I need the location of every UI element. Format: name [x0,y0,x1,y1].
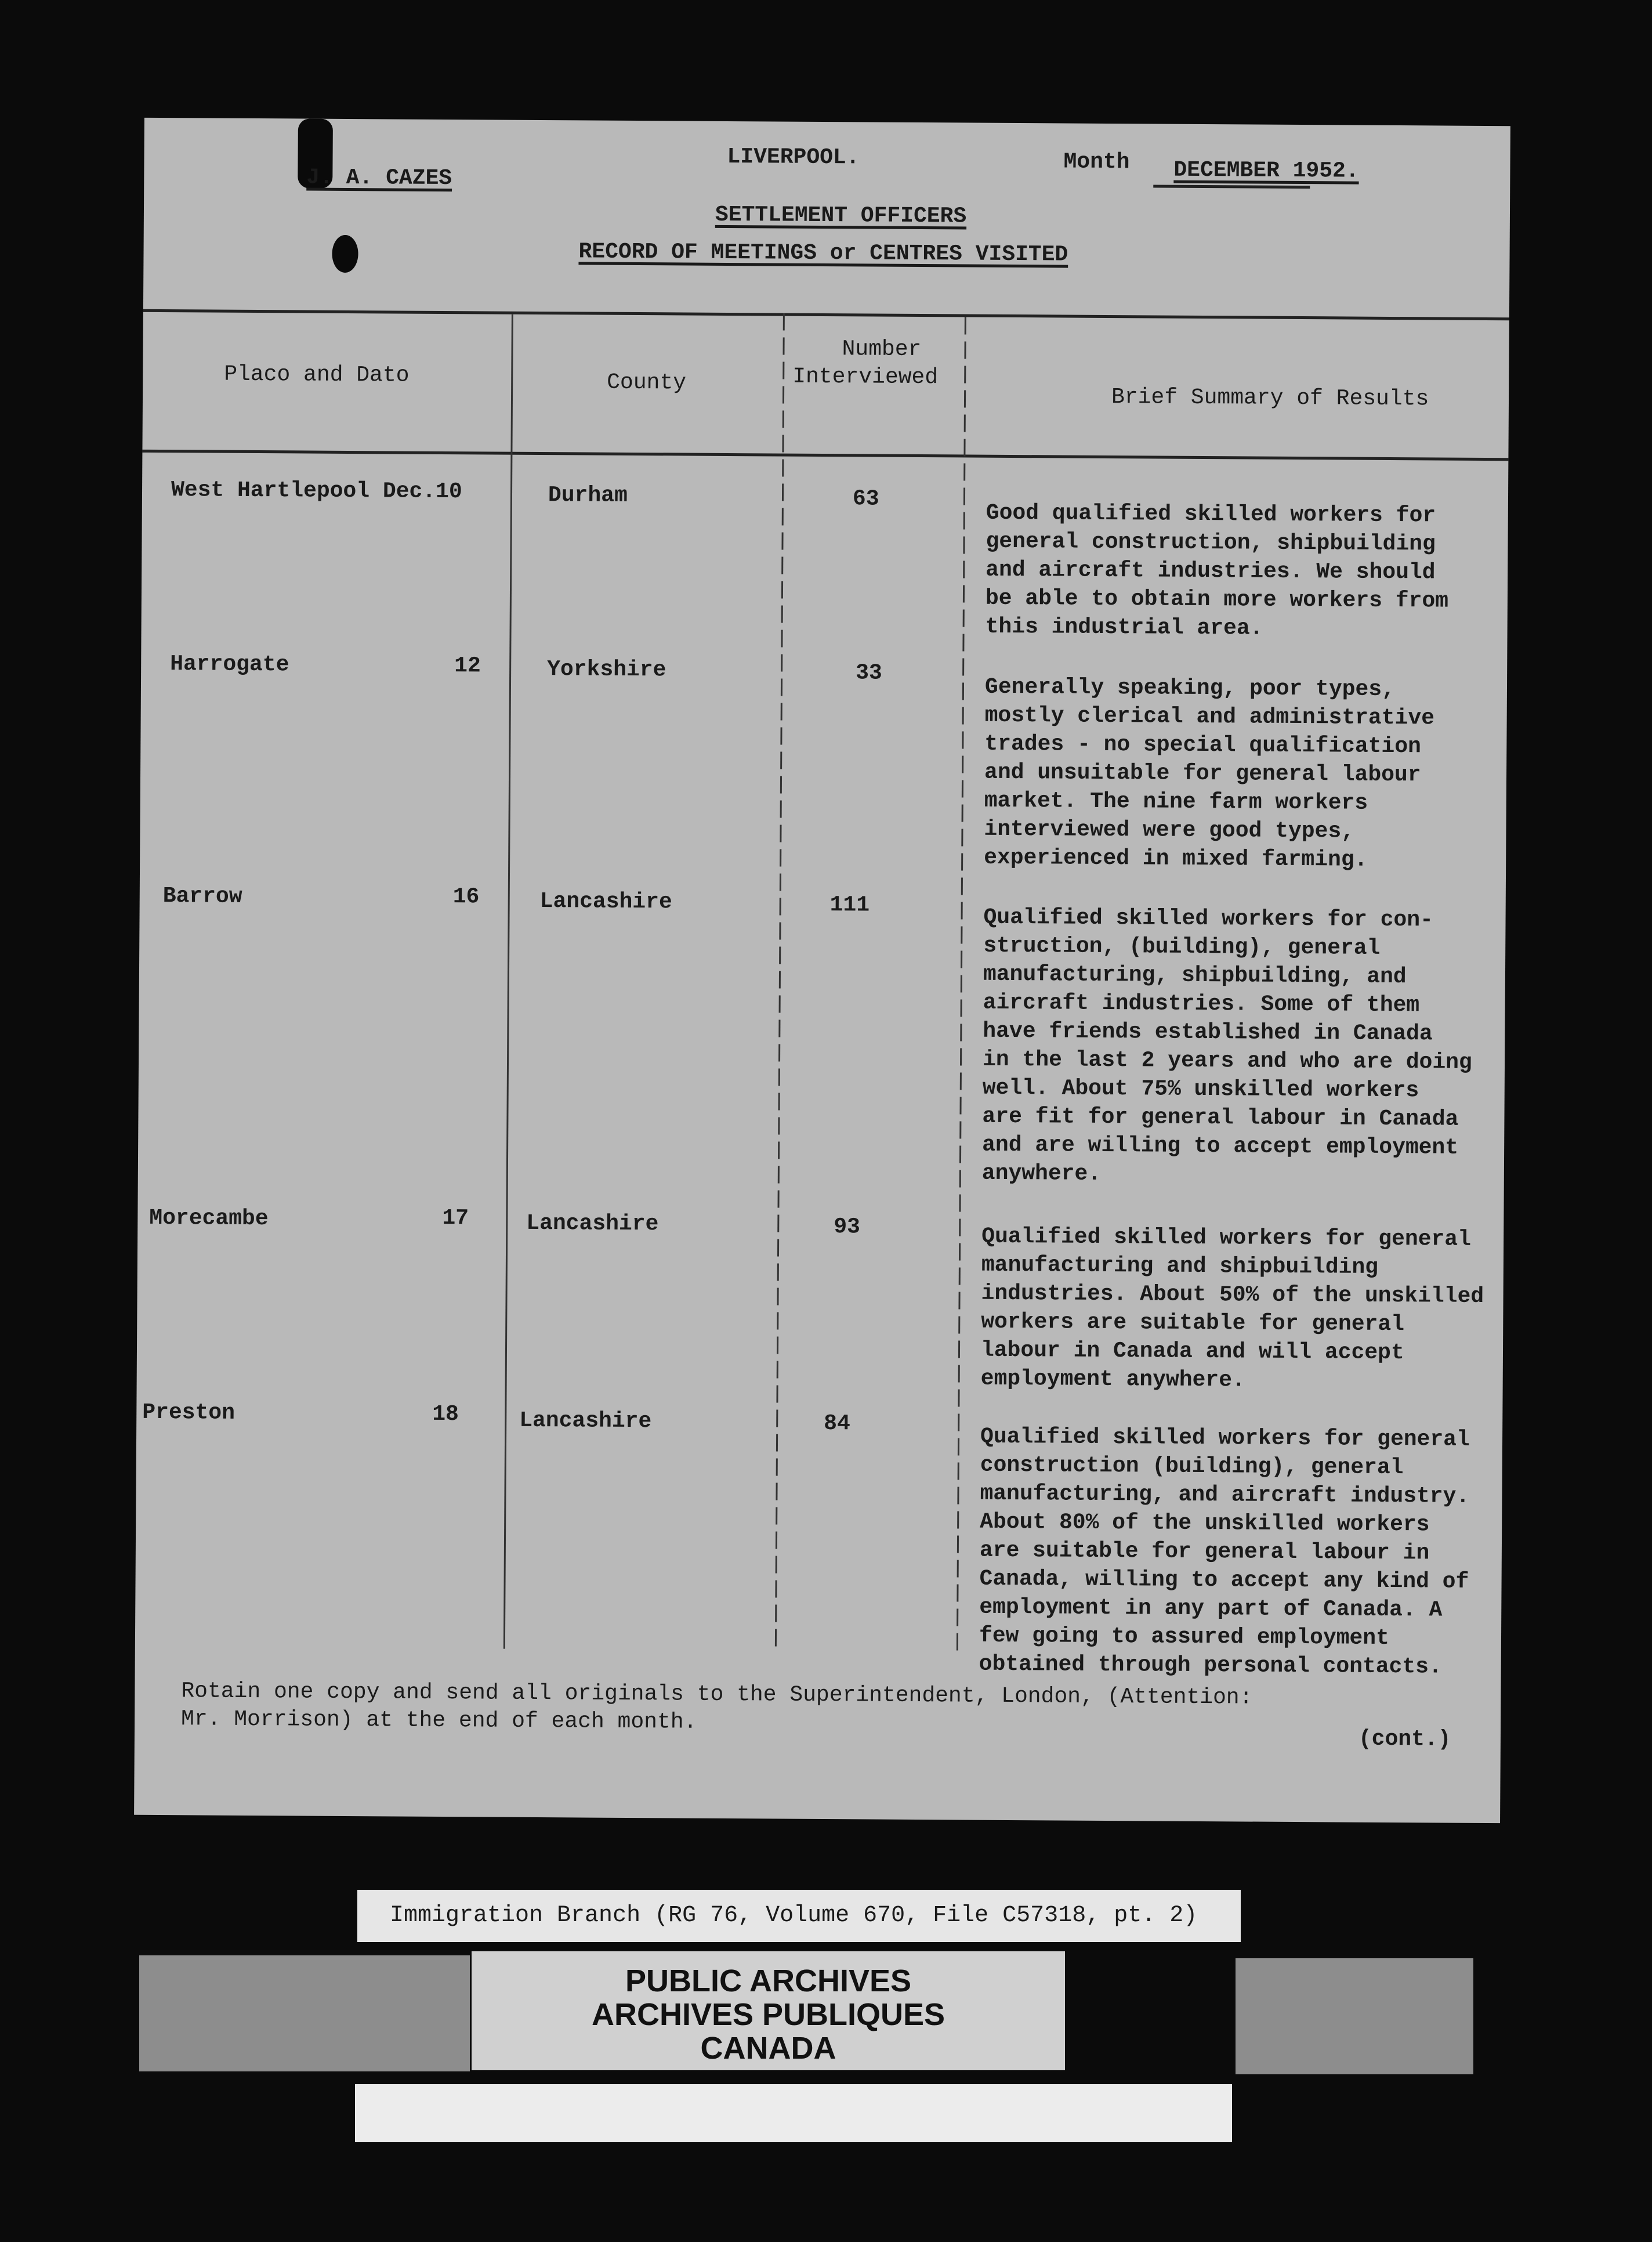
summary-line: be able to obtain more workers from [985,585,1449,614]
table-top-rule [143,309,1509,320]
row-county: Lancashire [519,1408,652,1434]
column-divider [775,313,785,1648]
month-label: Month [1063,149,1130,175]
summary-line: aircraft industries. Some of them [983,990,1420,1018]
summary-line: manufacturing, shipbuilding, and [983,961,1407,990]
row-number: 33 [856,660,882,686]
row-county: Yorkshire [547,657,666,683]
summary-line: market. The nine farm workers [984,788,1368,816]
film-tab-left [139,1955,470,2071]
stamp-line: ARCHIVES PUBLIQUES [591,1997,945,2032]
summary-line: labour in Canada and will accept [980,1337,1404,1366]
row-place: Preston [142,1400,236,1426]
summary-line: experienced in mixed farming. [984,845,1368,873]
officer-name: J. A. CAZES [306,165,452,191]
row-date: 12 [454,653,481,679]
row-summary [979,1423,1470,1682]
row-date: 17 [442,1206,469,1231]
summary-line: manufacturing, and aircraft industry. [980,1481,1470,1509]
summary-line: industries. About 50% of the unskilled [981,1281,1484,1309]
summary-line: Generally speaking, poor types, [984,674,1396,703]
blank-label-strip [355,2084,1232,2142]
row-number: 84 [824,1411,850,1437]
summary-line: employment anywhere. [980,1366,1245,1393]
summary-line: manufacturing and shipbuilding [981,1252,1379,1280]
header-summary: Brief Summary of Results [1111,385,1429,412]
summary-line: general construction, shipbuilding [986,529,1436,557]
row-summary [982,903,1473,1191]
city: LIVERPOOL. [727,144,860,171]
summary-line: obtained through personal contacts. [979,1651,1442,1680]
row-number: 63 [852,486,879,512]
row-county: Lancashire [539,889,672,915]
summary-line: Qualified skilled workers for con- [983,905,1434,933]
summary-line: Qualified skilled workers for general [981,1224,1472,1252]
continued-note: (cont.) [1358,1726,1451,1752]
row-place: West Hartlepool Dec.10 [171,478,462,505]
summary-line: are suitable for general labour in [979,1538,1430,1566]
row-place: Harrogate [170,652,289,678]
document-page [134,118,1510,1823]
summary-line: construction (building), general [980,1452,1404,1481]
summary-line: well. About 75% unskilled workers [982,1075,1419,1104]
month-underline [1153,185,1310,189]
header-place-date: Placo and Dato [224,361,410,388]
row-place: Morecambe [149,1205,269,1232]
row-number: 111 [829,892,870,918]
footer-instruction: Mr. Morrison) at the end of each month. [180,1706,697,1735]
archives-stamp [472,1951,1065,2070]
summary-line: this industrial area. [985,614,1263,641]
film-tab-right [1236,1958,1473,2074]
row-summary [981,1223,1484,1396]
summary-line: struction, (building), general [983,933,1381,961]
summary-line: and unsuitable for general labour [984,760,1421,788]
row-number: 93 [834,1214,861,1240]
header-number: Number [842,337,922,363]
column-divider [957,317,966,1651]
archive-reference: Immigration Branch (RG 76, Volume 670, File C57318, pt. 2) [390,1903,1198,1929]
row-place: Barrow [162,884,242,909]
summary-line: are fit for general labour in Canada [982,1104,1459,1132]
archive-reference-label [357,1890,1241,1942]
stamp-line: PUBLIC ARCHIVES [625,1963,912,1998]
stamp-line: CANADA [700,2031,836,2066]
form-subtitle: RECORD OF MEETINGS or CENTRES VISITED [578,239,1068,267]
summary-line: Good qualified skilled workers for [986,500,1436,529]
footer-instruction: Rotain one copy and send all originals to the Superintendent, London, (Attention: [181,1679,1253,1711]
row-county: Lancashire [526,1210,659,1237]
header-county: County [607,370,687,396]
month-value: DECEMBER 1952. [1173,157,1359,184]
summary-line: workers are suitable for general [981,1309,1405,1337]
summary-line: About 80% of the unskilled workers [980,1509,1430,1538]
form-title: SETTLEMENT OFFICERS [715,202,967,229]
summary-line: Qualified skilled workers for general [980,1424,1470,1452]
row-summary [985,499,1449,644]
summary-line: and aircraft industries. We should [986,557,1436,585]
ink-blot [332,235,358,273]
row-summary [984,673,1434,875]
summary-line: few going to assured employment [979,1623,1390,1651]
summary-line: mostly clerical and administrative [984,703,1435,731]
row-date: 16 [452,884,480,910]
summary-line: employment in any part of Canada. A [979,1594,1443,1623]
summary-line: in the last 2 years and who are doing [982,1047,1472,1075]
summary-line: interviewed were good types, [984,816,1355,844]
column-divider [503,314,513,1649]
header-bottom-rule [142,450,1508,461]
summary-line: trades - no special qualification [984,731,1422,760]
summary-line: have friends established in Canada [983,1018,1433,1047]
header-interviewed: Interviewed [792,364,939,390]
row-date: 18 [432,1401,459,1427]
summary-line: and are willing to accept employment [982,1132,1459,1160]
summary-line: anywhere. [981,1160,1102,1187]
summary-line: Canada, willing to accept any kind of [979,1566,1469,1594]
row-county: Durham [548,483,628,508]
